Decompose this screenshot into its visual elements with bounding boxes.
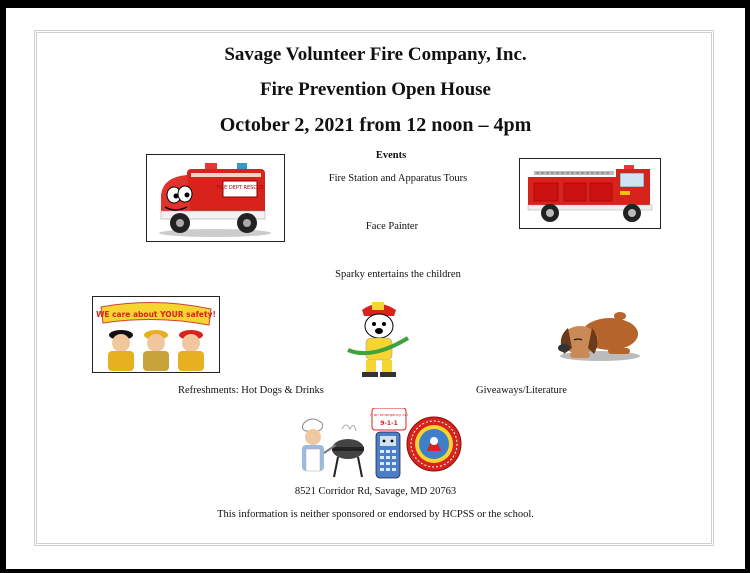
fire-engine-image: [519, 158, 661, 229]
fire-engine-icon: [520, 159, 660, 228]
sleeping-hound-dog-icon: [550, 298, 642, 364]
cartoon-fire-truck-icon: [147, 155, 284, 241]
fire-safety-seal-icon: [405, 415, 463, 473]
chef-grilling-icon: [292, 415, 370, 481]
events-heading: Events: [375, 150, 407, 161]
event-item: Sparky entertains the children: [335, 269, 461, 280]
truck-door-text: FIRE DEPT RESCUE: [216, 185, 264, 191]
event-item: Fire Station and Apparatus Tours: [328, 173, 468, 184]
disclaimer-text: This information is neither sponsored or endorsed by HCPSS or the school.: [217, 509, 534, 520]
address-text: 8521 Corridor Rd, Savage, MD 20763: [294, 486, 457, 497]
phone-image: [370, 408, 408, 480]
safety-banner-text: WE care about YOUR safety!: [96, 310, 216, 319]
event-title: Fire Prevention Open House: [260, 79, 491, 100]
firefighters-cartoon-icon: [93, 297, 219, 372]
seal-image: [405, 415, 463, 473]
giveaways-text: Giveaways/Literature: [476, 385, 567, 396]
phone-bubble-text: In an emergency call: [370, 412, 408, 417]
flyer-page: [6, 8, 745, 569]
dog-image: [550, 298, 642, 364]
cell-phone-911-icon: [370, 408, 408, 480]
refreshments-text: Refreshments: Hot Dogs & Drinks: [178, 385, 324, 396]
bbq-image: [292, 415, 370, 481]
phone-number-text: 9-1-1: [380, 420, 398, 427]
event-date: October 2, 2021 from 12 noon – 4pm: [219, 114, 532, 136]
fire-truck-image: [146, 154, 285, 242]
event-item: Face Painter: [365, 221, 419, 232]
sparky-fire-dog-icon: [342, 298, 414, 378]
org-title: Savage Volunteer Fire Company, Inc.: [224, 44, 527, 65]
firefighters-image: [92, 296, 220, 373]
sparky-image: [342, 298, 414, 378]
